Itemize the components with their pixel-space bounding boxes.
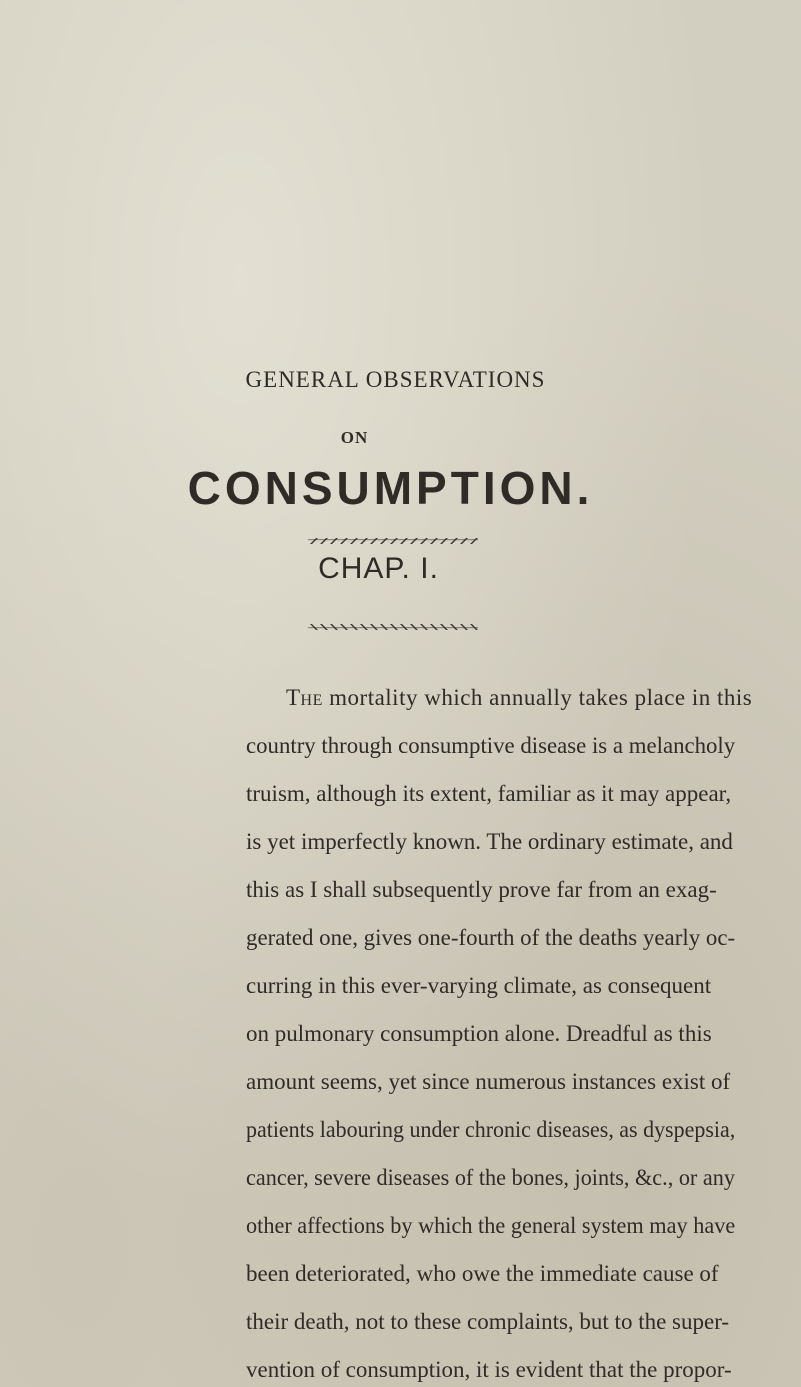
title-consumption: CONSUMPTION. [187, 462, 594, 514]
body-line: curring in this ever-varying climate, as consequent [246, 973, 712, 998]
body-line: is yet imperfectly known. The ordinary estimate, and [246, 829, 733, 854]
body-line: their death, not to these complaints, but to the super- [246, 1309, 730, 1334]
body-line: amount seems, yet since numerous instances exist of [246, 1069, 731, 1094]
body-line [286, 683, 775, 713]
body-line-text: mortality which annually takes place in this [322, 685, 753, 710]
first-word: The [286, 685, 323, 710]
title-on: ON [340, 428, 369, 447]
ornament-rule-top [308, 536, 478, 546]
body-line: truism, although its extent, familiar as it may appear, [246, 781, 732, 806]
body-line: gerated one, gives one-fourth of the deaths yearly oc- [246, 925, 736, 950]
body-line: cancer, severe diseases of the bones, joints, &c., or any [246, 1165, 735, 1190]
body-line: patients labouring under chronic diseases, as dyspepsia, [246, 1117, 736, 1142]
body-line: country through consumptive disease is a melancholy [246, 733, 736, 758]
chapter-heading: CHAP. I. [318, 552, 439, 585]
body-line: vention of consumption, it is evident that the propor- [246, 1357, 732, 1382]
body-line: on pulmonary consumption alone. Dreadful as this [246, 1021, 712, 1046]
body-line: other affections by which the general system may have [246, 1213, 736, 1238]
body-line: been deteriorated, who owe the immediate cause of [246, 1261, 719, 1286]
body-line: this as I shall subsequently prove far from an exag- [246, 877, 717, 902]
ornament-rule-bottom [308, 622, 478, 632]
title-general-observations: GENERAL OBSERVATIONS [245, 367, 546, 392]
